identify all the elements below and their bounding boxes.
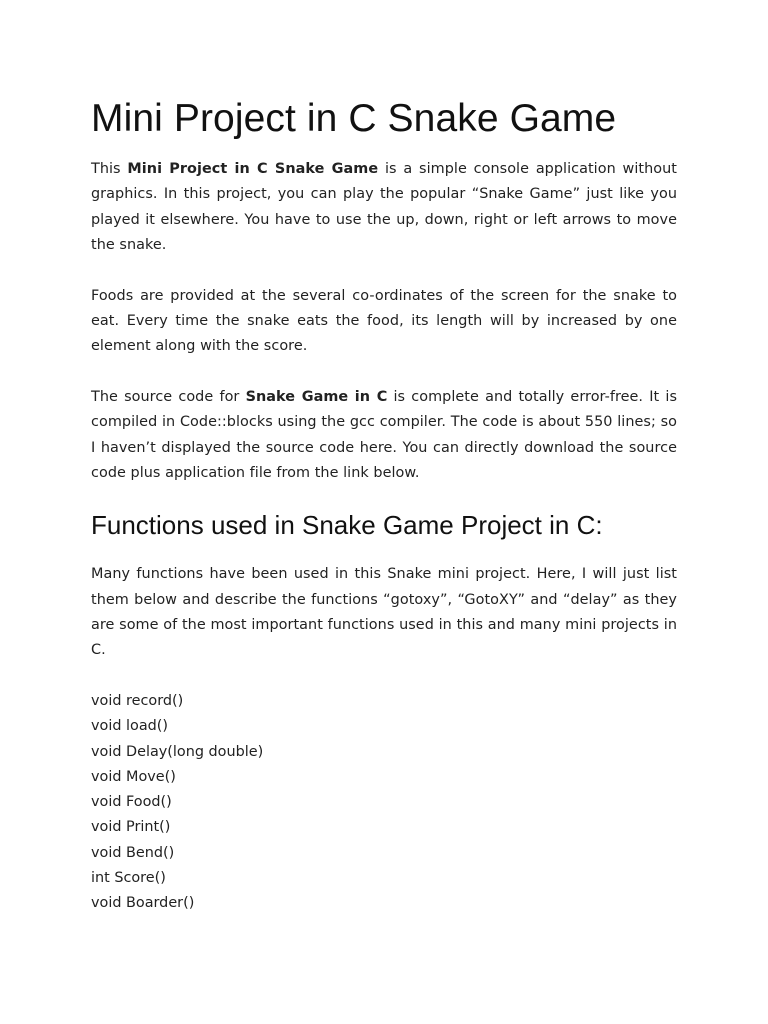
source-bold-game-name: Snake Game in C	[245, 389, 388, 406]
source-text-rest: is complete and totally error-free. It is compiled in Code::blocks using the gcc compiler. The code is about 550 lines; so I haven’t displayed the source code here. You can directly download the source code plus application file from the link below.	[91, 389, 677, 481]
functions-intro-paragraph: Many functions have been used in this Snake mini project. Here, I will just list them below and describe the functions “gotoxy”, “GotoXY” and “delay” as they are some of the most important functions used in this and many mini projects in C.	[91, 566, 677, 659]
foods-paragraph: Foods are provided at the several co-ordinates of the screen for the snake to eat. Every time the snake eats the food, its length will by increased by one element along with the score.	[91, 287, 677, 355]
functions-section-heading: Functions used in Snake Game Project in C:	[91, 510, 603, 541]
function-item-delay: void Delay(long double)	[91, 743, 264, 760]
function-item-boarder: void Boarder()	[91, 895, 195, 912]
intro-text-start: This	[91, 161, 128, 177]
source-text-start: The source code for	[91, 389, 246, 406]
intro-paragraph	[91, 157, 677, 258]
intro-text-rest: is a simple console application without graphics. In this project, you can play the popular “Snake Game” just like you played it elsewhere. You have to use the up, down, right or left arrows to move the snake.	[91, 161, 678, 253]
function-item-food: void Food()	[91, 794, 172, 811]
function-item-score: int Score()	[91, 870, 166, 887]
function-item-load: void load()	[91, 718, 169, 735]
function-item-print: void Print()	[91, 819, 171, 836]
function-list	[91, 689, 677, 917]
page-title: Mini Project in C Snake Game	[91, 97, 617, 140]
function-item-record: void record()	[91, 692, 184, 709]
intro-bold-project-name: Mini Project in C Snake Game	[127, 161, 379, 177]
source-code-paragraph	[91, 385, 677, 486]
function-item-bend: void Bend()	[91, 844, 175, 861]
function-item-move: void Move()	[91, 768, 176, 785]
